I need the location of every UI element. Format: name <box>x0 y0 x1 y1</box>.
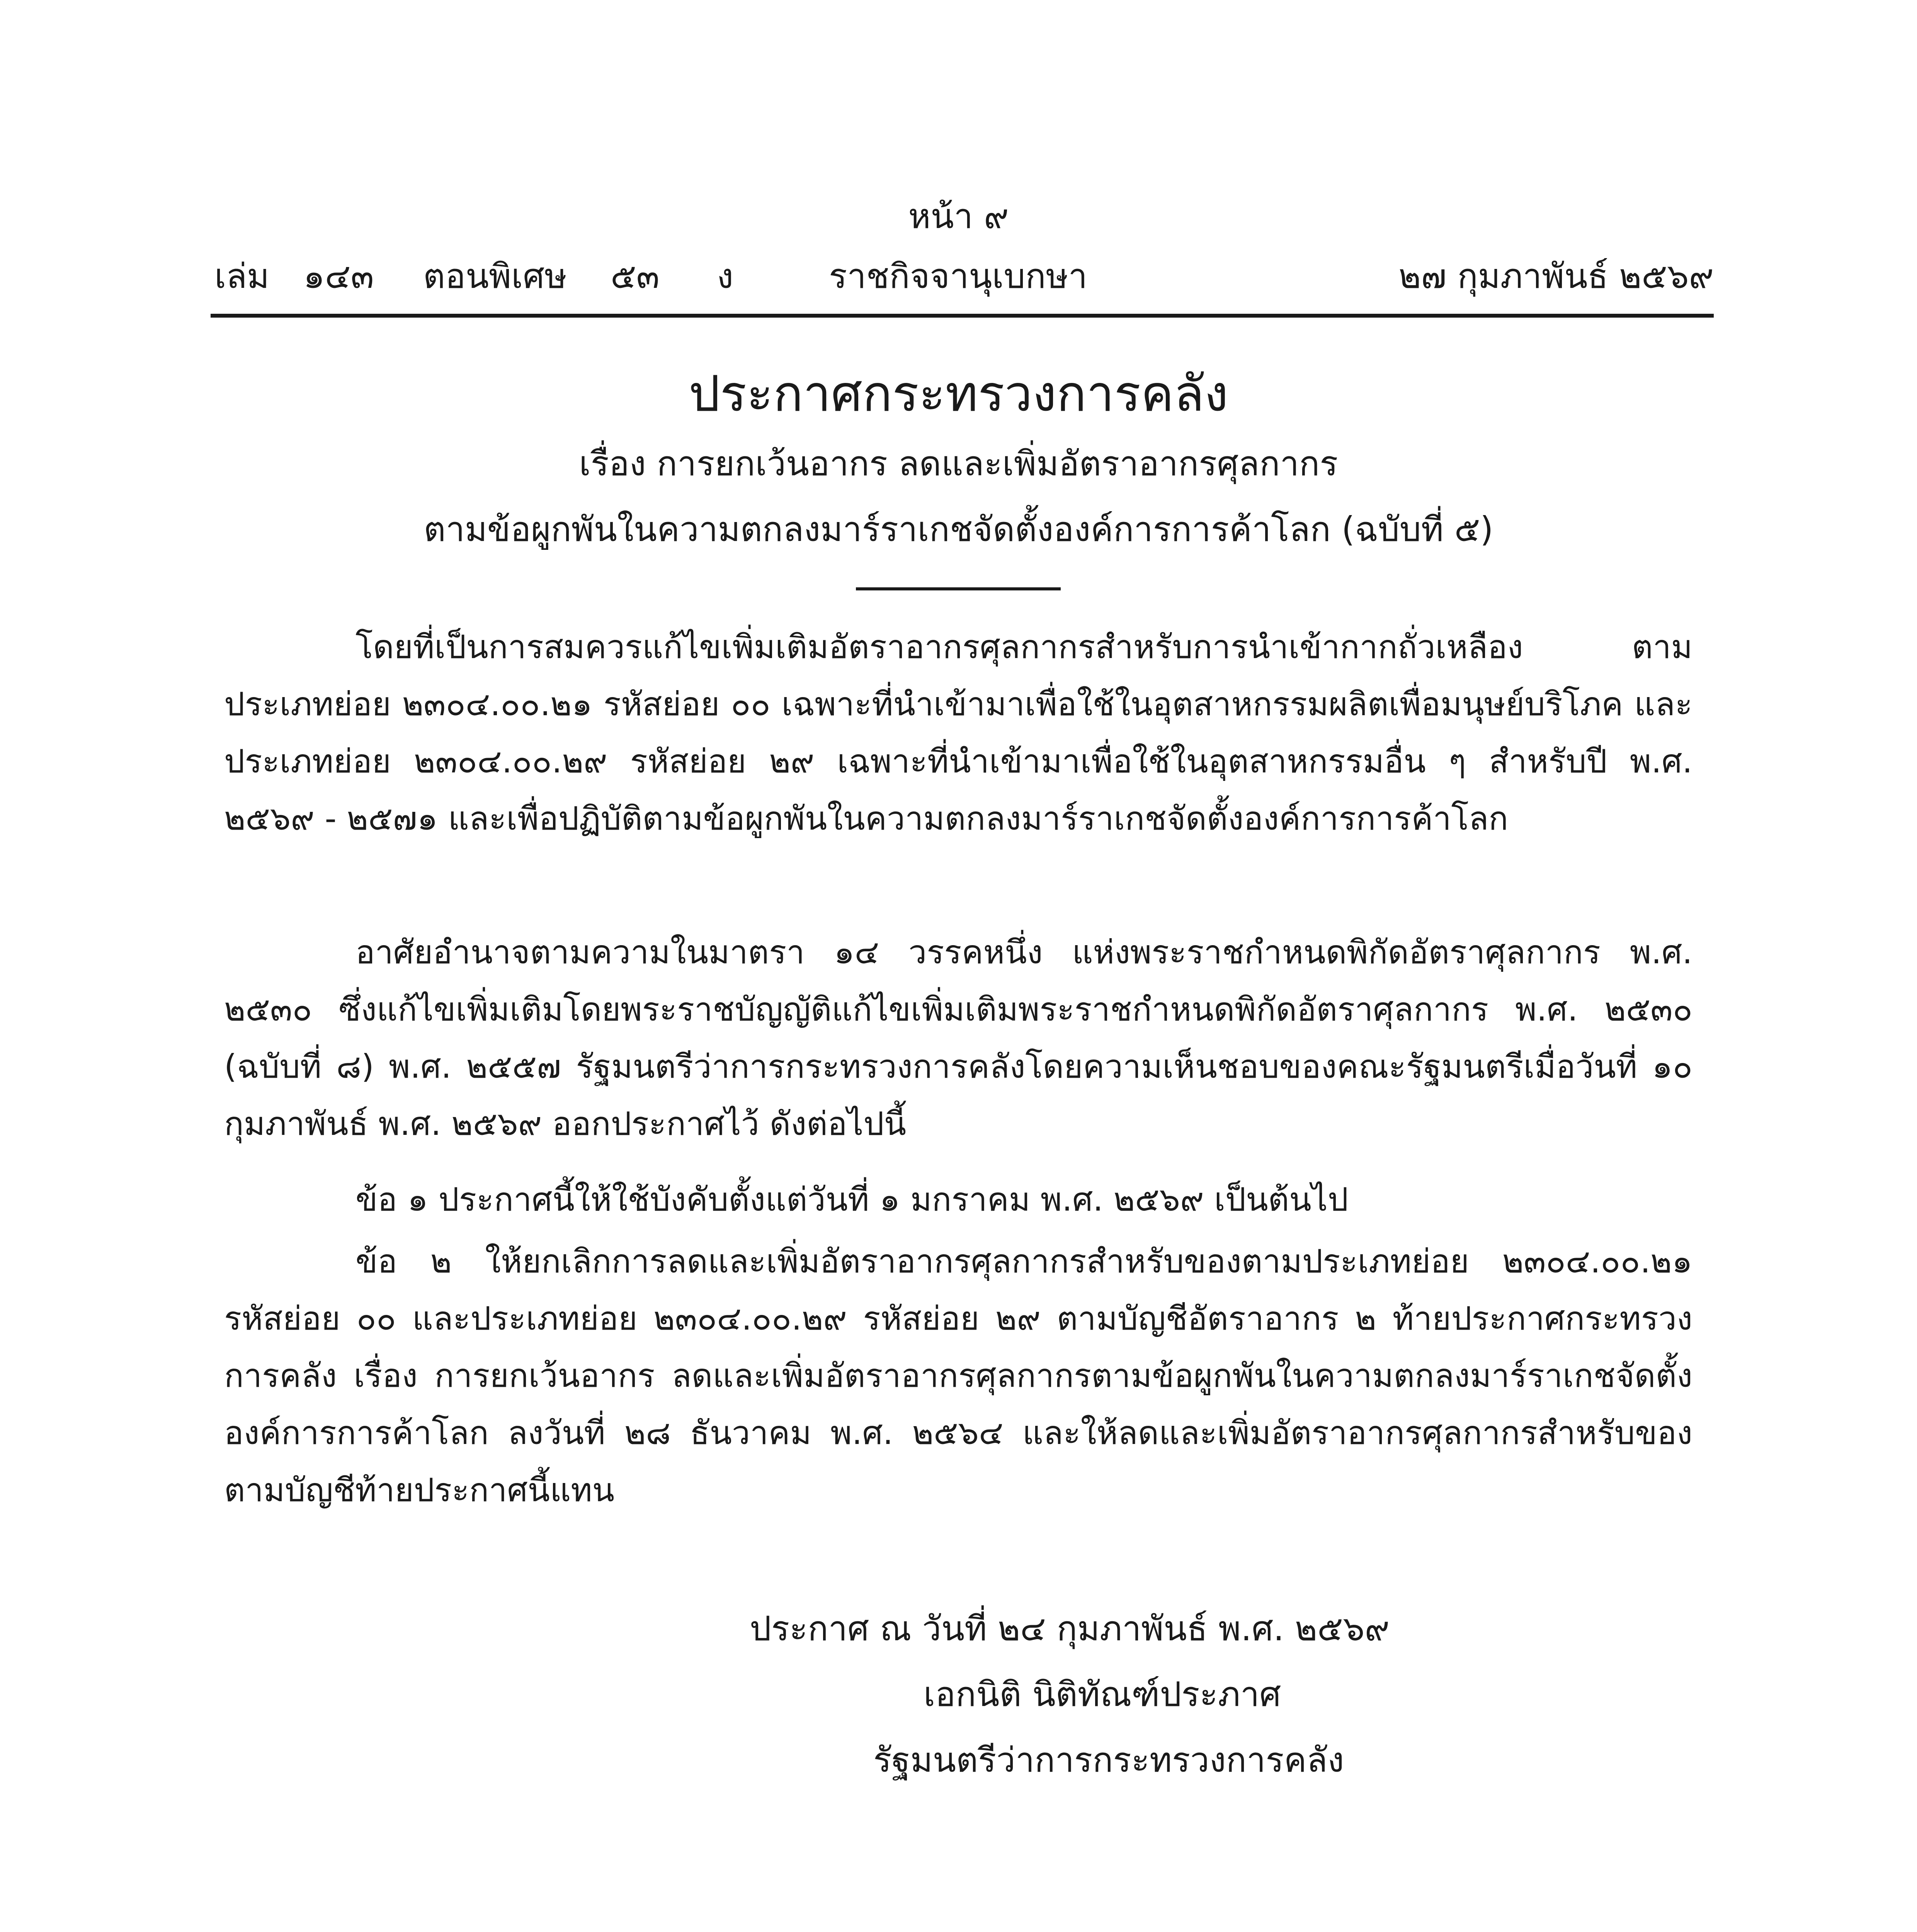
preamble-paragraph: โดยที่เป็นการสมควรแก้ไขเพิ่มเติมอัตราอากรศุลกากรสำหรับการนำเข้ากากถั่วเหลือง ตามประเภทย่อย ๒๓๐๔.๐๐.๒๑ รหัสย่อย ๐๐ เฉพาะที่นำเข้ามาเพื่อใช้ในอุตสาหกรรมผลิตเพื่อมนุษย์บริโภค และประเภทย่อย ๒๓๐๔.๐๐.๒๙ รหัสย่อย ๒๙ เฉพาะที่นำเข้ามาเพื่อใช้ในอุตสาหกรรมอื่น ๆ สำหรับปี พ.ศ. ๒๕๖๙ - ๒๕๗๑ และเพื่อปฏิบัติตามข้อผูกพันในความตกลงมาร์ราเกชจัดตั้งองค์การการค้าโลก <box>224 628 1692 837</box>
announcement-subject-line-2: ตามข้อผูกพันในความตกลงมาร์ราเกชจัดตั้งองค์การการค้าโลก (ฉบับที่ ๕) <box>424 509 1493 549</box>
announcement-subject-line-1: เรื่อง การยกเว้นอากร ลดและเพิ่มอัตราอากรศุลกากร <box>579 444 1338 483</box>
gazette-name: ราชกิจจานุเบกษา <box>829 256 1088 296</box>
gazette-header <box>214 251 1714 301</box>
section-label: ตอนพิเศษ <box>423 256 567 296</box>
signer-name: เอกนิติ นิติทัณฑ์ประภาศ <box>924 1674 1281 1714</box>
section-letter: ง <box>717 256 733 296</box>
announcement-title: ประกาศกระทรวงการคลัง <box>689 365 1228 423</box>
header-divider <box>211 314 1714 318</box>
signature-date: ประกาศ ณ วันที่ ๒๔ กุมภาพันธ์ พ.ศ. ๒๕๖๙ <box>750 1609 1390 1648</box>
volume-number: ๑๔๓ <box>303 256 374 296</box>
signer-position: รัฐมนตรีว่าการกระทรวงการคลัง <box>873 1740 1344 1780</box>
title-divider <box>856 587 1061 590</box>
publication-date: ๒๗ กุมภาพันธ์ ๒๕๖๙ <box>1398 256 1714 296</box>
authority-paragraph: อาศัยอำนาจตามความในมาตรา ๑๔ วรรคหนึ่ง แห่งพระราชกำหนดพิกัดอัตราศุลกากร พ.ศ. ๒๕๓๐ ซึ่งแก้ไขเพิ่มเติมโดยพระราชบัญญัติแก้ไขเพิ่มเติมพระราชกำหนดพิกัดอัตราศุลกากร พ.ศ. ๒๕๓๐ (ฉบับที่ ๘) พ.ศ. ๒๕๕๗ รัฐมนตรีว่าการกระทรวงการคลังโดยความเห็นชอบของคณะรัฐมนตรีเมื่อวันที่ ๑๐ กุมภาพันธ์ พ.ศ. ๒๕๖๙ ออกประกาศไว้ ดังต่อไปนี้ <box>224 933 1692 1143</box>
clause-2: ข้อ ๒ ให้ยกเลิกการลดและเพิ่มอัตราอากรศุลกากรสำหรับของตามประเภทย่อย ๒๓๐๔.๐๐.๒๑ รหัสย่อย ๐๐ และประเภทย่อย ๒๓๐๔.๐๐.๒๙ รหัสย่อย ๒๙ ตามบัญชีอัตราอากร ๒ ท้ายประกาศกระทรวงการคลัง เรื่อง การยกเว้นอากร ลดและเพิ่มอัตราอากรศุลกากรตามข้อผูกพันในความตกลงมาร์ราเกชจัดตั้งองค์การการค้าโลก ลงวันที่ ๒๘ ธันวาคม พ.ศ. ๒๕๖๔ และให้ลดและเพิ่มอัตราอากรศุลกากรสำหรับของตามบัญชีท้ายประกาศนี้แทน <box>224 1242 1692 1509</box>
section-number: ๕๓ <box>611 256 660 296</box>
page-number: หน้า ๙ <box>908 196 1009 236</box>
volume-label: เล่ม <box>214 256 270 296</box>
clause-1: ข้อ ๑ ประกาศนี้ให้ใช้บังคับตั้งแต่วันที่ ๑ มกราคม พ.ศ. ๒๕๖๙ เป็นต้นไป <box>356 1180 1349 1218</box>
